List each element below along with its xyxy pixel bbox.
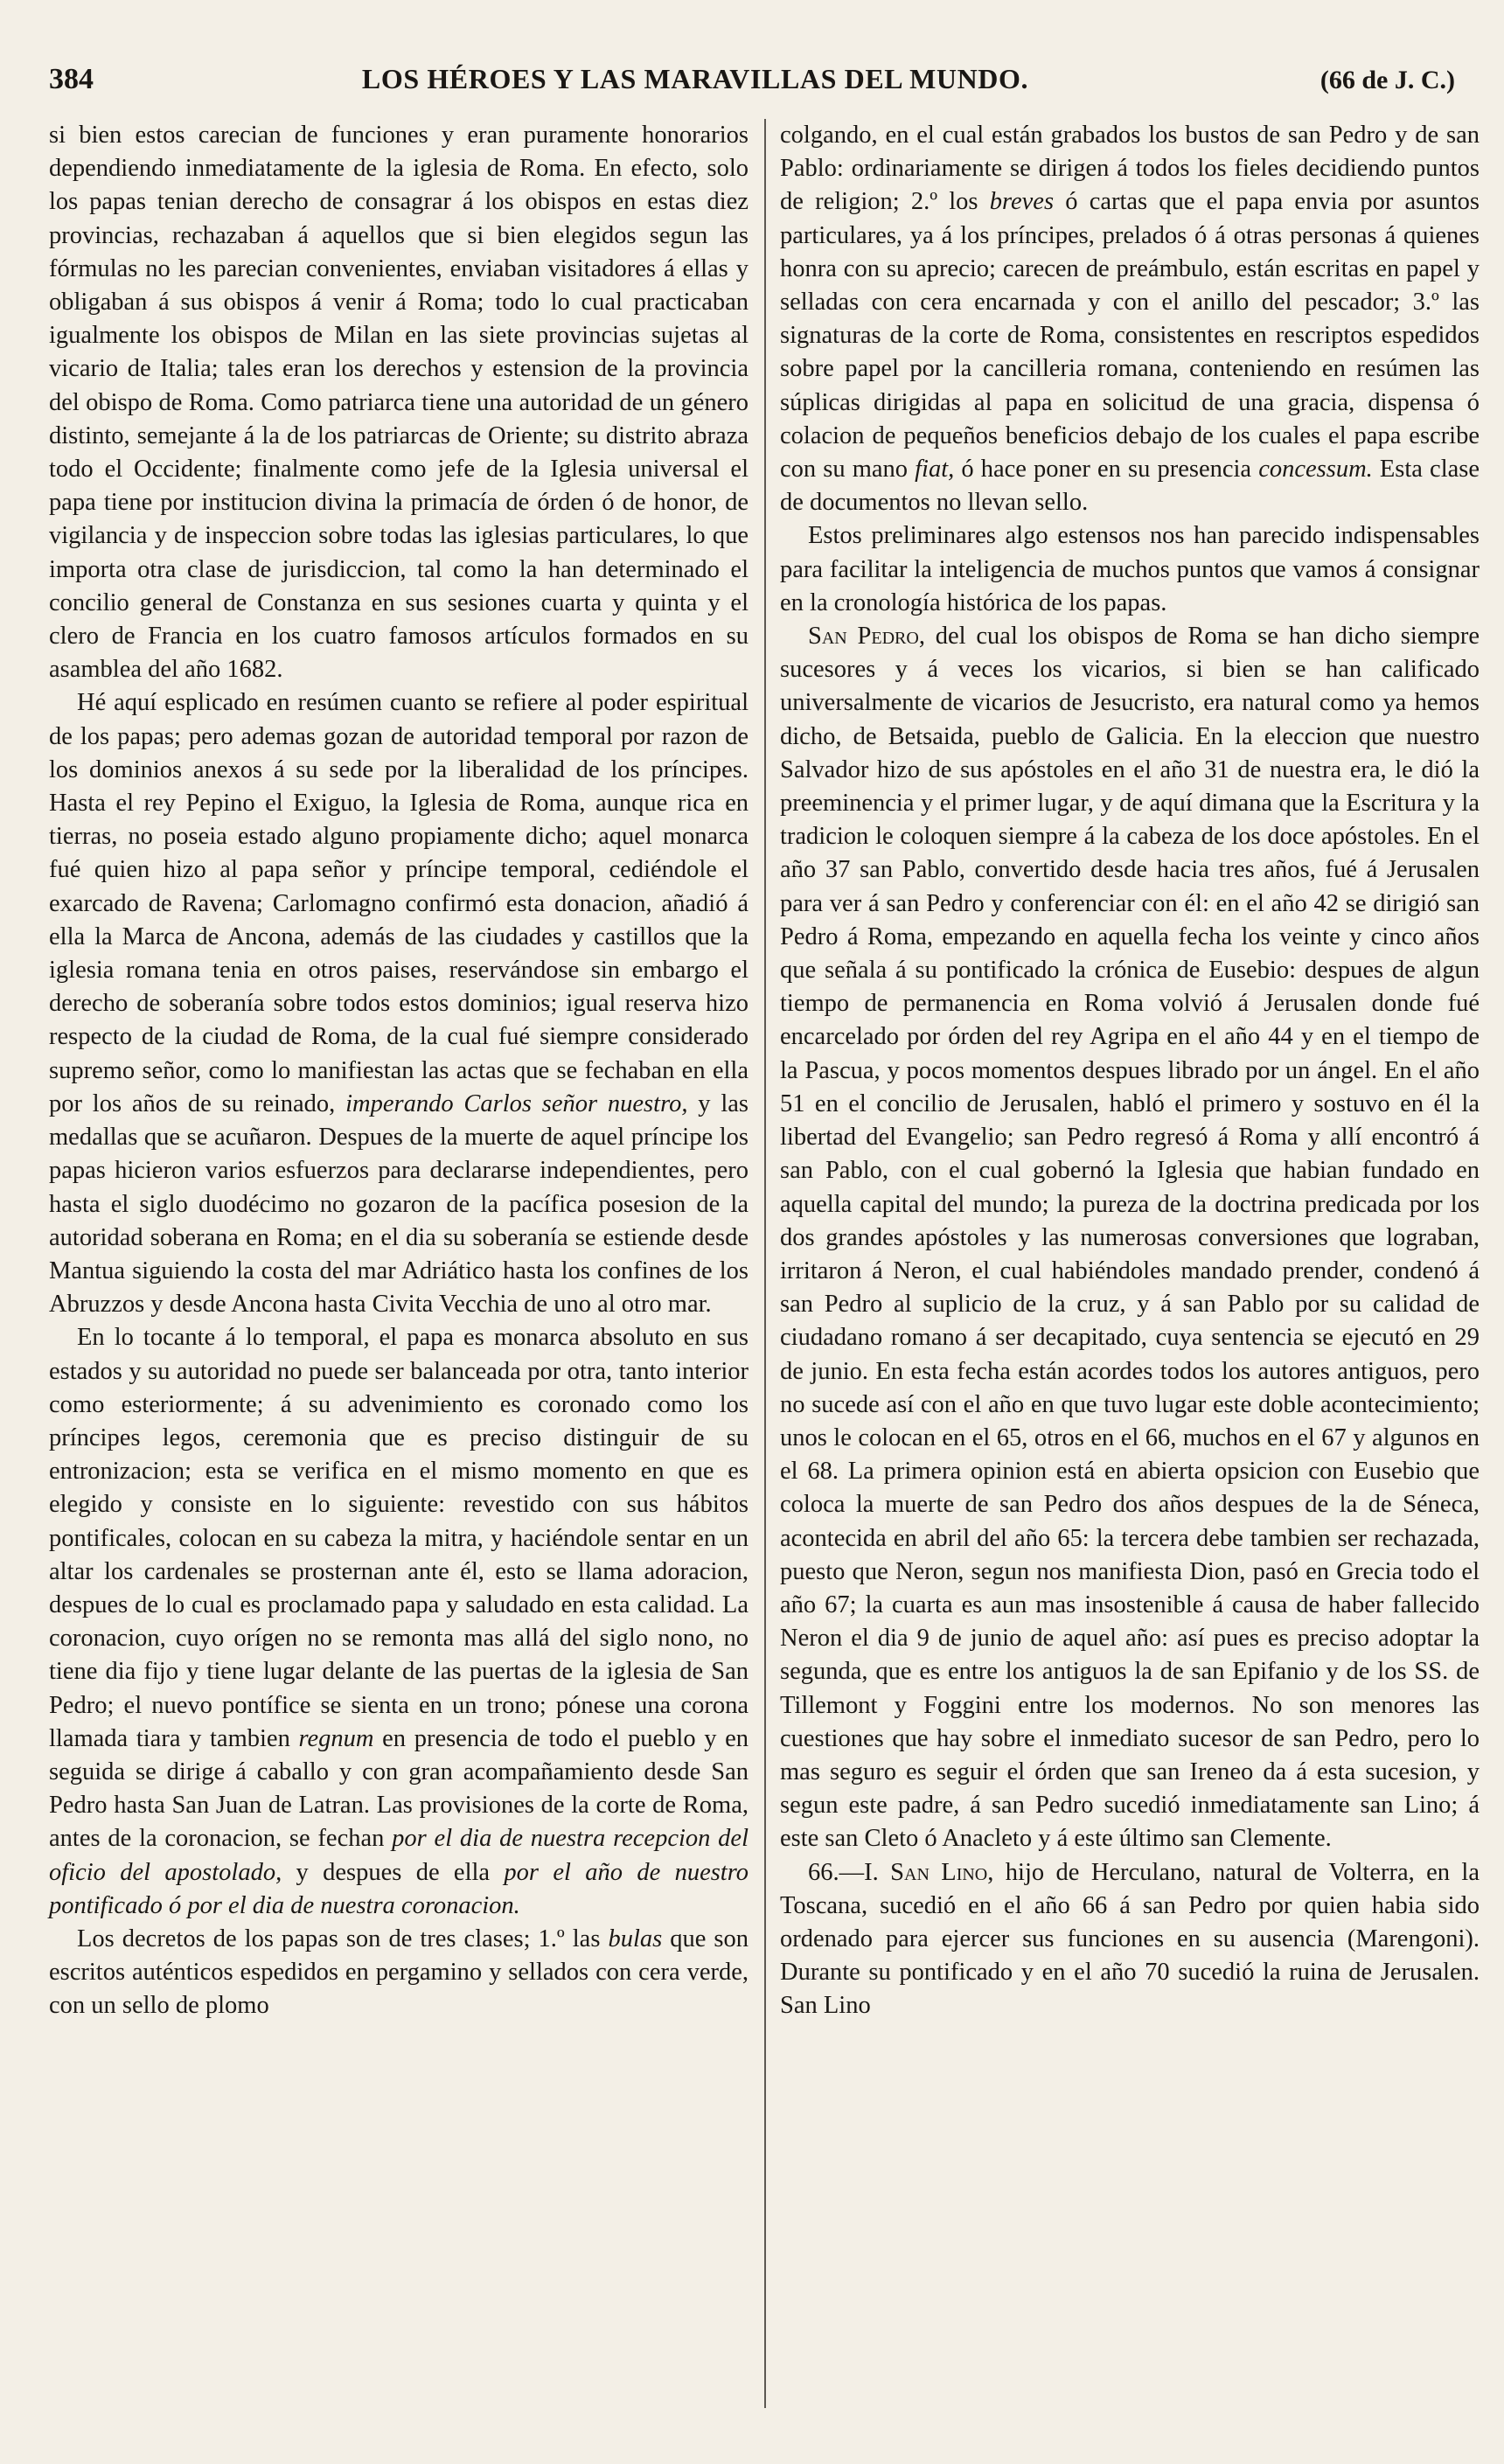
paragraph: Hé aquí esplicado en resúmen cuanto se refiere al poder espiritual de los papas; pero ademas gozan de autoridad temporal por razon de los dominios anexos á su sede por la liberalidad de los príncipes. Hasta el rey Pepino el Exiguo, la Iglesia de Roma, aunque rica en tierras, no poseia estado alguno propiamente dicho; aquel monarca fué quien hizo al papa señor y príncipe temporal, cediéndole el exarcado de Ravena; Carlomagno confirmó esta donacion, añadió á ella la Marca de Ancona, además de las ciudades y castillos que la iglesia romana tenia en otros paises, reservándose sin embargo el derecho de soberanía sobre todos estos dominios; igual reserva hizo respecto de la ciudad de Roma, de la cual fué siempre considerado supremo señor, como lo manifiestan las actas que se fechaban en ella por los años de su reinado, imperando Carlos señor nuestro, y las medallas que se acuñaron. Despues de la muerte de aquel príncipe los papas hicieron varios esfuerzos para declararse independientes, pero hasta el siglo duodécimo no gozaron de la pacífica posesion de la autoridad soberana en Roma; en el dia su soberanía se estiende desde Mantua siguiendo la costa del mar Adriático hasta los confines de los Abruzzos y desde Ancona hasta Civita Vecchia de uno al otro mar. — [49, 689, 749, 1319]
paragraph: si bien estos carecian de funciones y eran puramente honorarios dependiendo inmediatamente de la iglesia de Roma. En efecto, solo los papas tenian derecho de consagrar á los obispos en estas diez provincias, rechazaban á aquellos que si bien elegidos segun las fórmulas no les parecian convenientes, enviaban visitadores á ellas y obligaban á sus obispos á venir á Roma; todo lo cual practicaban igualmente los obispos de Milan en las siete provincias sujetas al vicario de Italia; tales eran los derechos y estension de la provincia del obispo de Roma. Como patriarca tiene una autoridad de un género distinto, semejante á la de los patriarcas de Oriente; su distrito abraza todo el Occidente; finalmente como jefe de la Iglesia universal el papa tiene por institucion divina la primacía de órden ó de honor, de vigilancia y de inspeccion sobre todas las iglesias particulares, lo que importa otra clase de jurisdiccion, tal como la han determinado el concilio general de Constanza en sus sesiones cuarta y quinta y el clero de Francia en los cuatro famosos artículos formados en su asamblea del año 1682. — [49, 122, 749, 684]
era-marker: (66 de J. C.) — [1319, 66, 1455, 94]
paragraph: 66.—I. San Lino, hijo de Herculano, natural de Volterra, en la Toscana, sucedió en el año 66 á san Pedro por quien habia sido ordenado para ejercer sus funciones en su ausencia (Marengoni). Durante su pontificado y en el año 70 sucedió la ruina de Jerusalen. San Lino — [780, 1858, 1480, 2020]
left-column — [49, 119, 749, 2023]
column-rule — [764, 119, 766, 2408]
pope-name: San Lino, — [890, 1858, 994, 1886]
paragraph: Estos preliminares algo estensos nos han parecido indispensables para facilitar la inteligencia de muchos puntos que vamos á consignar en la cronología histórica de los papas. — [780, 522, 1480, 616]
pope-name: San Pedro, — [808, 623, 925, 651]
right-column — [780, 119, 1480, 2023]
paragraph: Los decretos de los papas son de tres clases; 1.º las bulas que son escritos auténticos espedidos en pergamino y sellados con cera verde, con un sello de plomo — [49, 1925, 749, 2020]
page-number: 384 — [49, 63, 94, 95]
page-header — [49, 63, 1455, 114]
paragraph: colgando, en el cual están grabados los bustos de san Pedro y de san Pablo: ordinariamente se dirigen á todos los fieles decidiendo puntos de religion; 2.º los breves ó cartas que el papa envia por asuntos particulares, ya á los príncipes, prelados ó á otras personas á quienes honra con su aprecio; carecen de preámbulo, están escritas en papel y selladas con cera encarnada y con el anillo del pescador; 3.º las signaturas de la corte de Roma, consistentes en rescriptos espedidos sobre papel por la cancilleria romana, conteniendo en resúmen las súplicas dirigidas al papa en solicitud de una gracia, dispensa ó colacion de pequeños beneficios debajo de los cuales el papa escribe con su mano fiat, ó hace poner en su presencia concessum. Esta clase de documentos no llevan sello. — [780, 122, 1480, 517]
entry-number: 66.—I. — [808, 1858, 879, 1886]
running-title: LOS HÉROES Y LAS MARAVILLAS DEL MUNDO. — [361, 63, 1029, 94]
paragraph: En lo tocante á lo temporal, el papa es monarca absoluto en sus estados y su autoridad no puede ser balanceada por otra, tanto interior como esteriormente; á su advenimiento es coronado como los príncipes legos, ceremonia que es preciso distinguir de su entronizacion; esta se verifica en el mismo momento en que es elegido y consiste en lo siguiente: revestido con sus hábitos pontificales, colocan en su cabeza la mitra, y haciéndole sentar en un altar los cardenales se prosternan ante él, esto se llama adoracion, despues de lo cual es proclamado papa y saludado en esta calidad. La coronacion, cuyo orígen no se remonta mas allá del siglo nono, no tiene dia fijo y tiene lugar delante de las puertas de la iglesia de San Pedro; el nuevo pontífice se sienta en un trono; pónese una corona llamada tiara y tambien regnum en presencia de todo el pueblo y en seguida se dirige á caballo y con gran acompañamiento desde San Pedro hasta San Juan de Latran. Las provisiones de la corte de Roma, antes de la coronacion, se fechan por el dia de nuestra recepcion del oficio del apostolado, y despues de ella por el año de nuestro pontificado ó por el dia de nuestra coronacion. — [49, 1324, 749, 1919]
paragraph: San Pedro, del cual los obispos de Roma se han dicho siempre sucesores y á veces los vicarios, si bien se han calificado universalmente de vicarios de Jesucristo, era natural como ya hemos dicho, de Betsaida, pueblo de Galicia. En la eleccion que nuestro Salvador hizo de sus apóstoles en el año 31 de nuestra era, le dió la preeminencia y el primer lugar, y de aquí dimana que la Escritura y la tradicion le coloquen siempre á la cabeza de los doce apóstoles. En el año 37 san Pablo, convertido desde hacia tres años, fué á Jerusalen para ver á san Pedro y conferenciar con él: en el año 42 se dirigió san Pedro á Roma, empezando en aquella fecha los veinte y cinco años que señala á su pontificado la crónica de Eusebio: despues de algun tiempo de permanencia en Roma volvió á Jerusalen donde fué encarcelado por órden del rey Agripa en el año 44 y en el tiempo de la Pascua, y pocos momentos despues librado por un ángel. En el año 51 en el concilio de Jerusalen, habló el primero y sostuvo en él la libertad del Evangelio; san Pedro regresó á Roma y allí encontró á san Pablo, con el cual gobernó la Iglesia que habian fundado en aquella capital del mundo; la pureza de la doctrina predicada por los dos grandes apóstoles y las numerosas conversiones que lograban, irritaron á Neron, el cual habiéndoles mandado prender, condenó á san Pedro al suplicio de la cruz, y á san Pablo por su calidad de ciudadano romano á ser decapitado, cuya sentencia se ejecutó en 29 de junio. En esta fecha están acordes todos los autores antiguos, pero no sucede así con el año en que tuvo lugar este doble acontecimiento; unos le colocan en el 65, otros en el 66, muchos en el 67 y algunos en el 68. La primera opinion está en abierta opsicion con Eusebio que coloca la muerte de san Pedro dos años despues de la de Séneca, acontecida en abril del año 65: la tercera debe tambien ser rechazada, puesto que Neron, segun nos manifiesta Dion, pasó en Grecia todo el año 67; la cuarta es aun mas insostenible á causa de haber fallecido Neron el dia 9 de junio de aquel año: así pues es preciso adoptar la segunda, que es entre los antiguos la de san Epifanio y de los SS. de Tillemont y Foggini entre los modernos. No son menores las cuestiones que hay sobre el inmediato sucesor de san Pedro, pero lo mas seguro es seguir el órden que san Ireneo da á esta sucesion, y segun este padre, á san Pedro sucedió inmediatamente san Lino; á este san Cleto ó Anacleto y á este último san Clemente. — [780, 623, 1480, 1853]
